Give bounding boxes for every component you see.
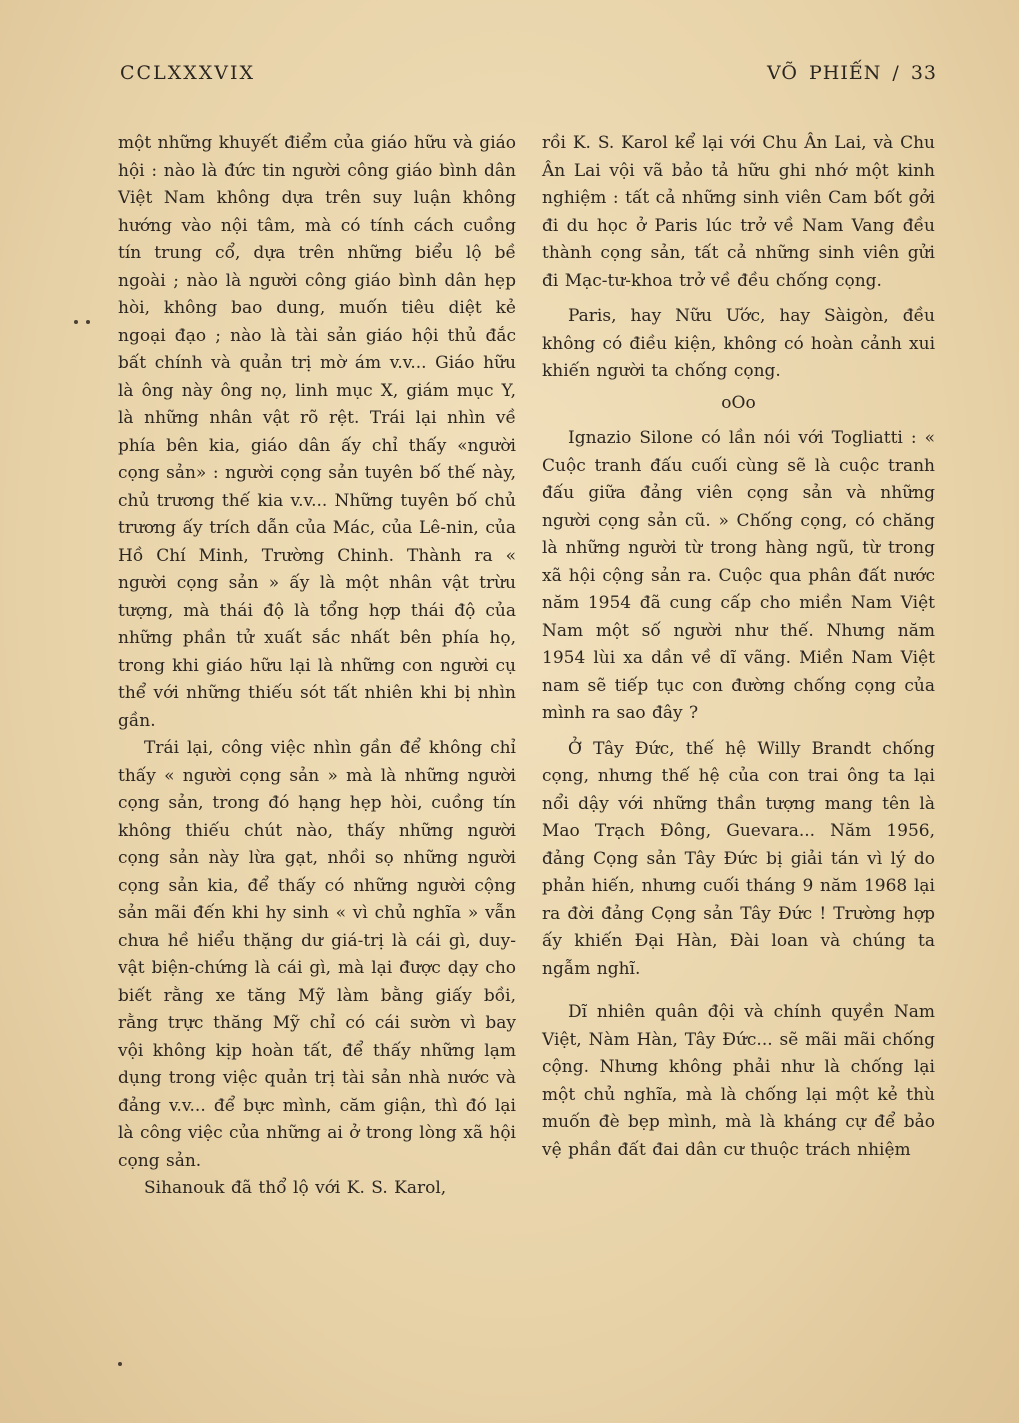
right-column xyxy=(542,130,935,1164)
header-author-page-number: VÕ PHIẾN / 33 xyxy=(766,62,937,84)
paragraph: Sihanouk đã thổ lộ với K. S. Karol, xyxy=(144,1178,447,1198)
paragraph: Ở Tây Đức, thế hệ Willy Brandt chống cọng, nhưng thế hệ của con trai ông ta lại nổi dậy với những thần tượng mang tên là Mao Trạch Đông, Guevara... Năm 1956, đảng Cọng sản Tây Đức bị giải tán vì lý do phản hiến, nhưng cuối tháng 9 năm 1968 lại ra đời đảng Cọng sản Tây Đức ! Trường hợp ấy khiến Đại Hàn, Đài loan và chúng ta ngẫm nghĩ. xyxy=(542,738,935,979)
ink-speck xyxy=(86,320,90,324)
running-header xyxy=(120,62,937,92)
ink-speck xyxy=(118,1362,122,1366)
header-roman-numeral: CCLXXXVIX xyxy=(120,62,256,84)
paragraph: Paris, hay Nữu Ước, hay Sàigòn, đều không có điều kiện, không có hoàn cảnh xui khiến người ta chống cọng. xyxy=(542,306,935,381)
paragraph: rồi K. S. Karol kể lại với Chu Ân Lai, và Chu Ân Lai vội vã bảo tả hữu ghi nhớ một kinh nghiệm : tất cả những sinh viên Cam bốt gởi đi du học ở Paris lúc trở về Nam Vang đều thành cọng sản, tất cả những sinh viên gửi đi Mạc-tư-khoa trở về đều chống cọng. xyxy=(542,133,935,291)
paragraph: Trái lại, công việc nhìn gần để không chỉ thấy « người cọng sản » mà là những người cọng sản, trong đó hạng hẹp hòi, cuồng tín không thiếu chút nào, thấy những người cọng sản này lừa gạt, nhồi sọ những người cọng sản kia, để thấy có những người cộng sản mãi đến khi hy sinh « vì chủ nghĩa » vẫn chưa hề hiểu thặng dư giá-trị là cái gì, duy-vật biện-chứng là cái gì, mà lại được dạy cho biết rằng xe tăng Mỹ làm bằng giấy bồi, rằng trực thăng Mỹ chỉ có cái sườn vì bay vội không kịp hoàn tất, để thấy những lạm dụng trong việc quản trị tài sản nhà nước và đảng v.v... để bực mình, căm giận, thì đó lại là công việc của những ai ở trong lòng xã hội cọng sản. xyxy=(118,738,516,1171)
ink-speck xyxy=(74,320,78,324)
paragraph: một những khuyết điểm của giáo hữu và giáo hội : nào là đức tin người công giáo bình dân Việt Nam không dựa trên suy luận không hướng vào nội tâm, mà có tính cách cuồng tín trung cổ, dựa trên những biểu lộ bề ngoài ; nào là người công giáo bình dân hẹp hòi, không bao dung, muốn tiêu diệt kẻ ngoại đạo ; nào là tài sản giáo hội thủ đắc bất chính và quản trị mờ ám v.v... Giáo hữu là ông này ông nọ, linh mục X, giám mục Y, là những nhân vật rõ rệt. Trái lại nhìn về phía bên kia, giáo dân ấy chỉ thấy «người cọng sản» : người cọng sản tuyên bố thế này, chủ trương thế kia v.v... Những tuyên bố chủ trương ấy trích dẫn của Mác, của Lê-nin, của Hồ Chí Minh, Trường Chinh. Thành ra « người cọng sản » ấy là một nhân vật trừu tượng, mà thái độ là tổng hợp thái độ của những phần tử xuất sắc nhất bên phía họ, trong khi giáo hữu lại là những con người cụ thể với những thiếu sót tất nhiên khi bị nhìn gần. xyxy=(118,133,516,731)
section-separator: oOo xyxy=(721,392,756,413)
left-column xyxy=(118,130,516,1203)
paragraph: Ignazio Silone có lần nói với Togliatti : « Cuộc tranh đấu cuối cùng sẽ là cuộc tranh đấu giữa đảng viên cọng sản và những người cọng sản cũ. » Chống cọng, có chăng là những người từ trong hàng ngũ, từ trong xã hội cộng sản ra. Cuộc qua phân đất nước năm 1954 đã cung cấp cho miền Nam Việt Nam một số người như thế. Nhưng năm 1954 lùi xa dần về dĩ vãng. Miền Nam Việt nam sẽ tiếp tục con đường chống cọng của mình ra sao đây ? xyxy=(542,428,935,723)
paragraph: Dĩ nhiên quân đội và chính quyền Nam Việt, Nàm Hàn, Tây Đức... sẽ mãi mãi chống cộng. Nhưng không phải như là chống lại một chủ nghĩa, mà là chống lại một kẻ thù muốn đè bẹp mình, mà là kháng cự để bảo vệ phần đất đai dân cư thuộc trách nhiệm xyxy=(542,1002,935,1160)
